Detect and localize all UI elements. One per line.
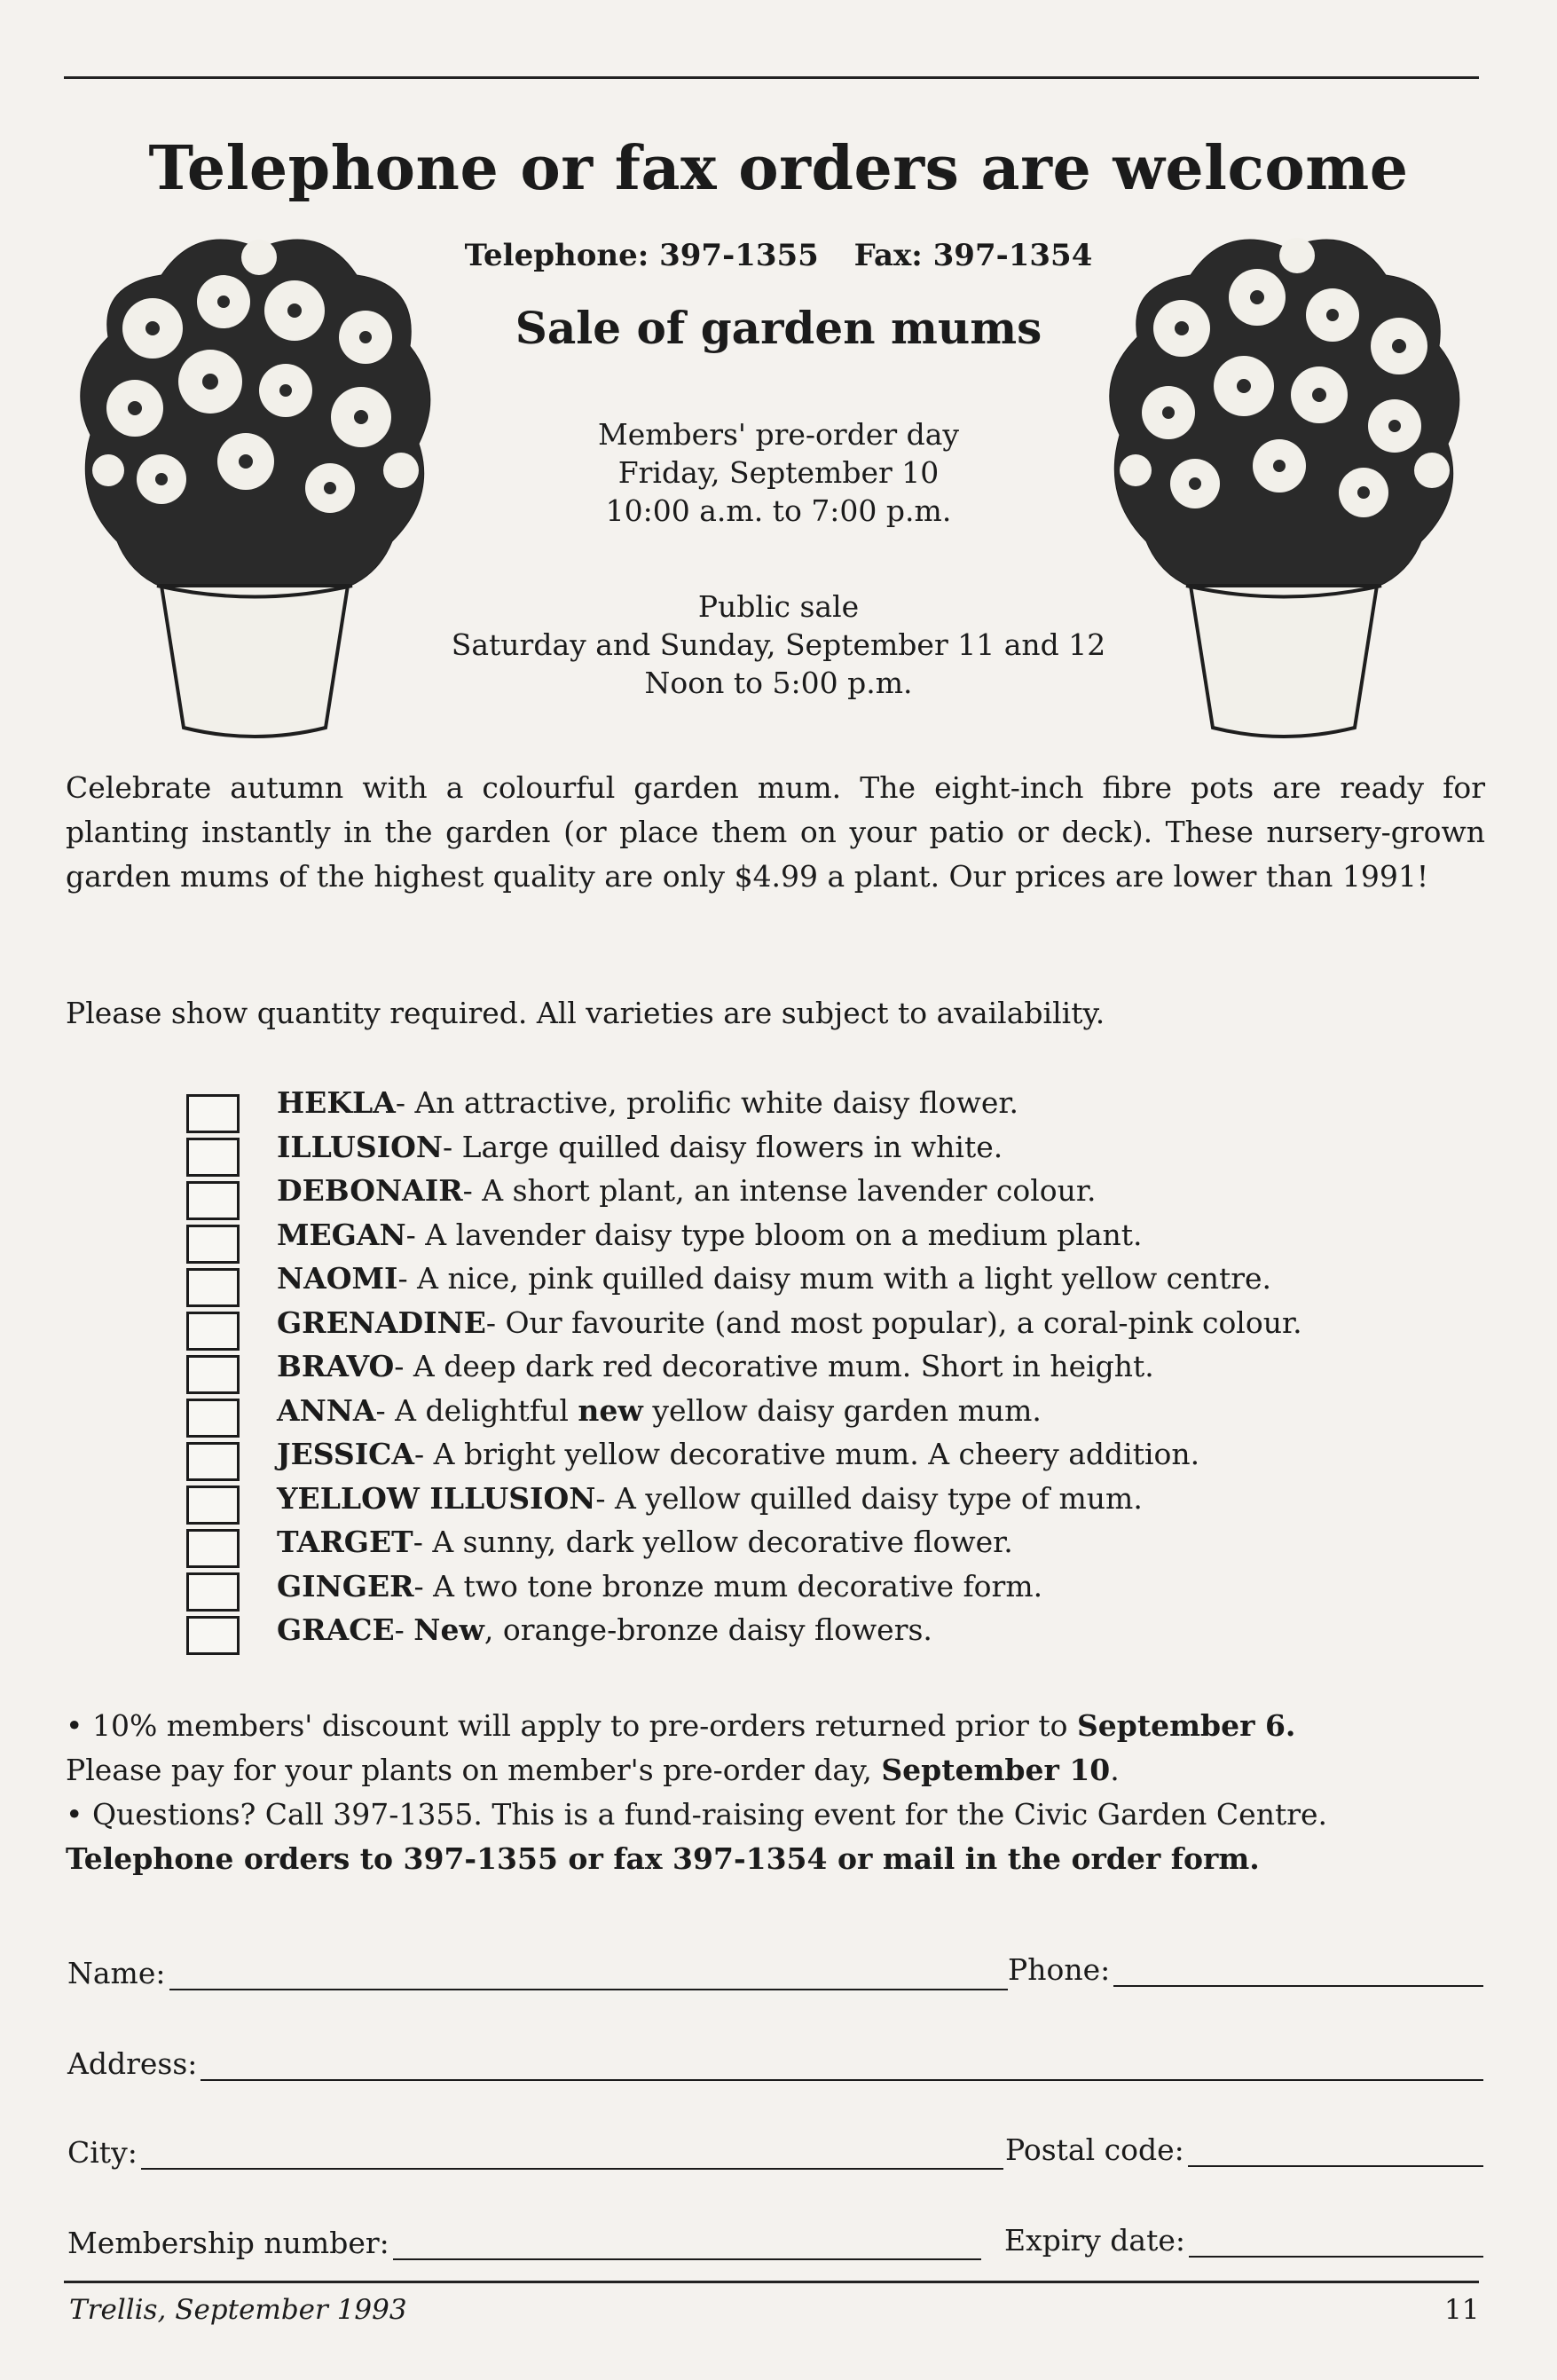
quantity-box-megan[interactable] — [186, 1225, 240, 1264]
postal-code-input-line[interactable] — [1188, 2139, 1483, 2167]
fax-number: Fax: 397-1354 — [853, 238, 1093, 273]
quantity-box-hekla[interactable] — [186, 1094, 240, 1133]
discount-note: • 10% members' discount will apply to pre-orders returned prior to September 6. — [66, 1708, 1296, 1743]
payment-note: Please pay for your plants on member's pre-order day, September 10. — [66, 1753, 1120, 1787]
preorder-hours: 10:00 a.m. to 7:00 p.m. — [605, 493, 952, 528]
top-rule — [64, 76, 1479, 79]
variety-row: GRACE- New, orange-bronze daisy flowers. — [277, 1612, 932, 1647]
quantity-note: Please show quantity required. All varieties are subject to availability. — [66, 996, 1105, 1030]
page-title: Telephone or fax orders are welcome — [148, 133, 1409, 204]
variety-row: ANNA- A delightful new yellow daisy garden mum. — [277, 1392, 1042, 1428]
preorder-date: Friday, September 10 — [617, 455, 940, 490]
membership-number-field: Membership number: — [67, 2226, 981, 2260]
intro-paragraph: Celebrate autumn with a colourful garden mum. The eight-inch fibre pots are ready for planting instantly in the garden (or place them on your patio or deck). These nursery-grown garden mums of the highest quality are only $4.99 a plant. Our prices are lower than 1991! — [66, 770, 1485, 894]
membership-number-input-line[interactable] — [393, 2232, 981, 2260]
variety-row: ILLUSION- Large quilled daisy flowers in white. — [277, 1129, 1003, 1164]
telephone-number: Telephone: 397-1355 — [464, 238, 819, 273]
postal-code-field: Postal code: — [1005, 2132, 1483, 2167]
address-input-line[interactable] — [201, 2053, 1483, 2081]
order-notes — [66, 1704, 1485, 1881]
phone-input-line[interactable] — [1113, 1958, 1483, 1987]
name-field: Name: — [67, 1956, 1008, 1990]
variety-row: DEBONAIR- A short plant, an intense lavender colour. — [277, 1173, 1097, 1208]
quantity-box-yellow-illusion[interactable] — [186, 1486, 240, 1525]
variety-row: GRENADINE- Our favourite (and most popular), a coral-pink colour. — [277, 1304, 1302, 1340]
variety-list — [277, 1081, 1466, 1652]
publication-credit: Trellis, September 1993 — [69, 2294, 407, 2326]
quantity-box-naomi[interactable] — [186, 1268, 240, 1307]
public-sale-heading: Public sale — [697, 589, 860, 624]
sale-title: Sale of garden mums — [515, 302, 1042, 354]
quantity-box-target[interactable] — [186, 1529, 240, 1568]
variety-row: TARGET- A sunny, dark yellow decorative flower. — [277, 1525, 1013, 1559]
contact-numbers — [0, 238, 1557, 273]
name-input-line[interactable] — [169, 1962, 1009, 1990]
variety-row: HEKLA- An attractive, prolific white daisy flower. — [277, 1085, 1019, 1120]
quantity-box-debonair[interactable] — [186, 1181, 240, 1220]
variety-row: BRAVO- A deep dark red decorative mum. Short in height. — [277, 1349, 1154, 1383]
public-sale-schedule — [0, 587, 1557, 702]
quantity-box-illusion[interactable] — [186, 1138, 240, 1177]
preorder-schedule — [0, 415, 1557, 530]
expiry-date-input-line[interactable] — [1189, 2229, 1483, 2258]
quantity-box-jessica[interactable] — [186, 1442, 240, 1481]
quantity-box-grenadine[interactable] — [186, 1312, 240, 1351]
public-sale-hours: Noon to 5:00 p.m. — [644, 666, 913, 700]
quantity-box-anna[interactable] — [186, 1399, 240, 1438]
questions-note: • Questions? Call 397-1355. This is a fund-raising event for the Civic Garden Centre. — [66, 1797, 1327, 1832]
variety-row: MEGAN- A lavender daisy type bloom on a medium plant. — [277, 1217, 1143, 1252]
order-instructions: Telephone orders to 397-1355 or fax 397-1354 or mail in the order form. — [66, 1841, 1260, 1876]
phone-field: Phone: — [1008, 1952, 1483, 1987]
variety-row: NAOMI- A nice, pink quilled daisy mum with a light yellow centre. — [277, 1261, 1272, 1296]
page-number: 11 — [1444, 2294, 1480, 2326]
quantity-box-grace[interactable] — [186, 1616, 240, 1655]
public-sale-dates: Saturday and Sunday, September 11 and 12 — [451, 627, 1106, 662]
city-field: City: — [67, 2135, 1003, 2170]
city-input-line[interactable] — [141, 2141, 1003, 2170]
preorder-heading: Members' pre-order day — [597, 417, 960, 452]
quantity-box-ginger[interactable] — [186, 1572, 240, 1612]
variety-row: JESSICA- A bright yellow decorative mum. A cheery addition. — [277, 1437, 1200, 1471]
variety-row: GINGER- A two tone bronze mum decorative form. — [277, 1568, 1043, 1604]
address-field: Address: — [67, 2046, 1483, 2081]
quantity-checkbox-column — [186, 1094, 245, 1659]
quantity-box-bravo[interactable] — [186, 1355, 240, 1394]
expiry-date-field: Expiry date: — [1004, 2223, 1483, 2258]
variety-row: YELLOW ILLUSION- A yellow quilled daisy type of mum. — [277, 1480, 1143, 1516]
footer-rule — [64, 2281, 1479, 2283]
